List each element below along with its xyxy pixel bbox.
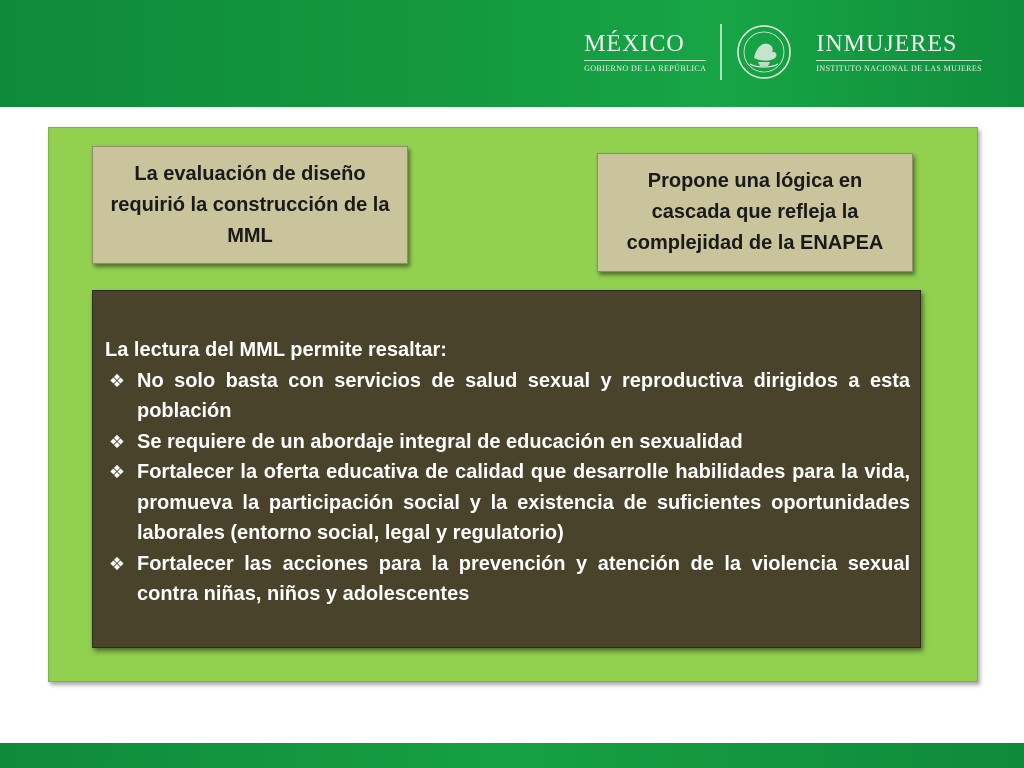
list-item [105,549,910,610]
design-evaluation-text: La evaluación de diseño requirió la construcción de la MML [110,162,390,247]
design-evaluation-box [92,146,408,264]
diamond-bullet-icon: ❖ [108,431,126,452]
mexico-logo [584,31,706,73]
bullet-text: Fortalecer las acciones para la prevención y atención de la violencia sexual contra niñas, niños y adolescentes [137,552,910,605]
eagle-seal-icon [736,24,792,80]
footer-band [0,743,1024,768]
mml-bullet-list [105,366,910,610]
diamond-bullet-icon: ❖ [108,553,126,574]
cascade-logic-box [597,153,913,272]
logo-divider [720,24,722,80]
mml-reading-box [92,290,921,648]
diamond-bullet-icon: ❖ [108,370,126,391]
bullet-text: No solo basta con servicios de salud sexual y reproductiva dirigidos a esta población [137,369,910,422]
inmujeres-logo-title: INMUJERES [816,31,958,57]
mexico-logo-rule [584,60,706,61]
mexico-logo-title: MÉXICO [584,31,685,57]
bullet-text: Fortalecer la oferta educativa de calidad que desarrolle habilidades para la vida, promueva la participación social y la existencia de suficientes oportunidades laborales (entorno social, legal y regulatorio) [137,461,910,544]
mexico-logo-subtitle: GOBIERNO DE LA REPÚBLICA [584,64,707,73]
list-item [105,457,910,549]
bullet-text: Se requiere de un abordaje integral de educación en sexualidad [137,430,743,453]
header-band [0,0,1024,107]
inmujeres-logo-rule [816,60,982,61]
list-item [105,427,910,458]
inmujeres-logo [816,31,982,73]
logo-group [584,22,982,82]
list-item [105,366,910,427]
mml-reading-heading: La lectura del MML permite resaltar: [105,339,447,361]
diamond-bullet-icon: ❖ [108,462,126,482]
cascade-logic-text: Propone una lógica en cascada que refleja la complejidad de la ENAPEA [626,170,884,254]
inmujeres-logo-subtitle: INSTITUTO NACIONAL DE LAS MUJERES [816,64,982,73]
